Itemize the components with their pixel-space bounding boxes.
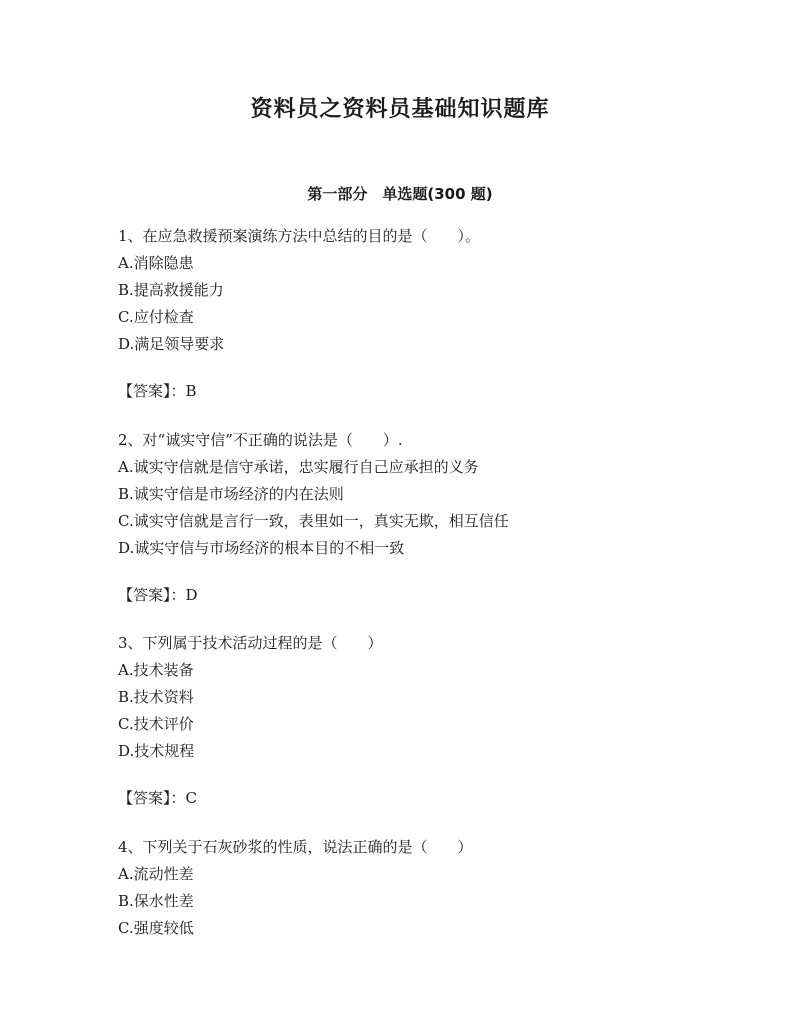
option-b: B.诚实守信是市场经济的内在法则 [118,485,344,503]
option-a: A.消除隐患 [118,254,194,272]
answer-line: 【答案】：C [118,789,197,807]
option-d: D.技术规程 [118,742,195,760]
option-a: A.流动性差 [118,865,194,883]
option-d: D.满足领导要求 [118,335,225,353]
option-b: B.技术资料 [118,688,194,706]
answer-line: 【答案】：B [118,382,197,400]
question-4 [118,834,738,942]
section-title: 第一部分 单选题(300 题) [307,185,493,203]
option-c: C.技术评价 [118,715,194,733]
question-stem: 1、在应急救援预案演练方法中总结的目的是（ ）。 [118,227,481,245]
option-c: C.应付检查 [118,308,194,326]
question-stem: 4、下列关于石灰砂浆的性质，说法正确的是（ ） [118,838,473,856]
option-c: C.诚实守信就是言行一致，表里如一，真实无欺，相互信任 [118,512,509,530]
question-stem: 2、对“诚实守信”不正确的说法是（ ）. [118,431,403,449]
answer-line: 【答案】：D [118,586,198,604]
question-stem: 3、下列属于技术活动过程的是（ ） [118,634,383,652]
option-a: A.技术装备 [118,661,194,679]
option-c: C.强度较低 [118,919,194,937]
question-1 [118,223,738,405]
question-3 [118,630,738,812]
option-a: A.诚实守信就是信守承诺，忠实履行自己应承担的义务 [118,458,479,476]
page-title: 资料员之资料员基础知识题库 [250,97,550,122]
option-b: B.提高救援能力 [118,281,224,299]
question-2 [118,427,738,609]
option-b: B.保水性差 [118,892,194,910]
option-d: D.诚实守信与市场经济的根本目的不相一致 [118,539,405,557]
